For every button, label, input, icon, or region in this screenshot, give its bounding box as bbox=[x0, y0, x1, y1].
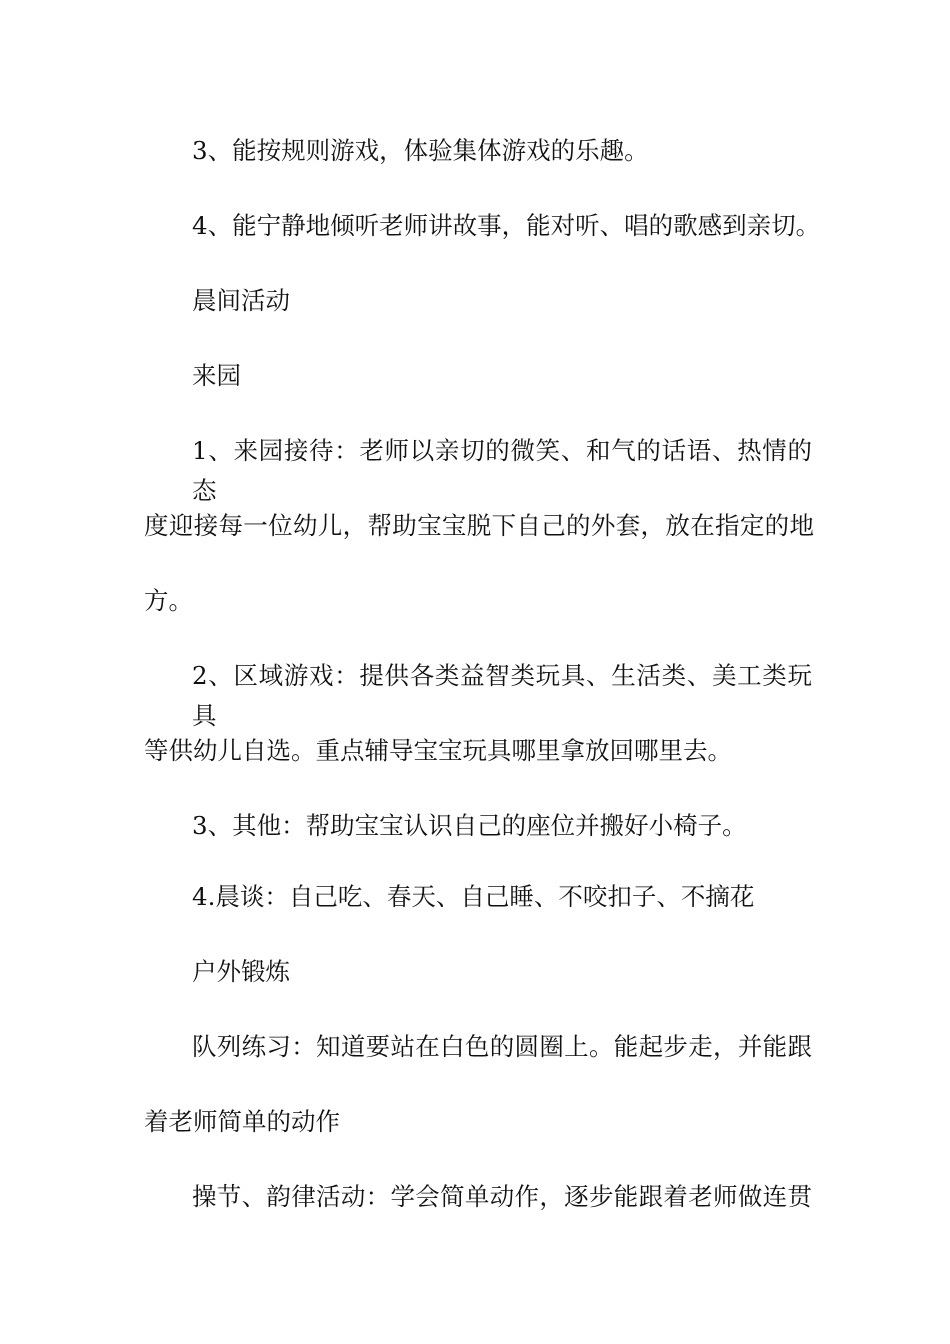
text-line-other: 3、其他：帮助宝宝认识自己的座位并搬好小椅子。 bbox=[192, 811, 747, 840]
section-heading-morning-activity: 晨间活动 bbox=[192, 286, 290, 315]
text-line-area-games-b: 等供幼儿自选。重点辅导宝宝玩具哪里拿放回哪里去。 bbox=[144, 736, 732, 765]
text-line-arrival-1b: 度迎接每一位幼儿，帮助宝宝脱下自己的外套，放在指定的地 bbox=[144, 511, 814, 540]
text-line-morning-talk: 4.晨谈：自己吃、春天、自己睡、不咬扣子、不摘花 bbox=[192, 882, 755, 911]
text-line-goal-3: 3、能按规则游戏，体验集体游戏的乐趣。 bbox=[192, 136, 649, 165]
section-heading-outdoor-exercise: 户外锻炼 bbox=[192, 957, 290, 986]
text-line-arrival-1c: 方。 bbox=[144, 586, 193, 615]
subheading-arrival: 来园 bbox=[192, 361, 241, 390]
text-line-area-games-a: 2、区域游戏：提供各类益智类玩具、生活类、美工类玩具 bbox=[192, 661, 812, 730]
text-line-rhythm-activity: 操节、韵律活动：学会简单动作，逐步能跟着老师做连贯 bbox=[192, 1182, 812, 1211]
text-line-arrival-1a: 1、来园接待：老师以亲切的微笑、和气的话语、热情的态 bbox=[192, 436, 812, 505]
text-line-queue-practice-b: 着老师简单的动作 bbox=[144, 1107, 340, 1136]
text-line-goal-4: 4、能宁静地倾听老师讲故事，能对听、唱的歌感到亲切。 bbox=[192, 211, 821, 240]
text-line-queue-practice-a: 队列练习：知道要站在白色的圆圈上。能起步走，并能跟 bbox=[192, 1032, 812, 1061]
